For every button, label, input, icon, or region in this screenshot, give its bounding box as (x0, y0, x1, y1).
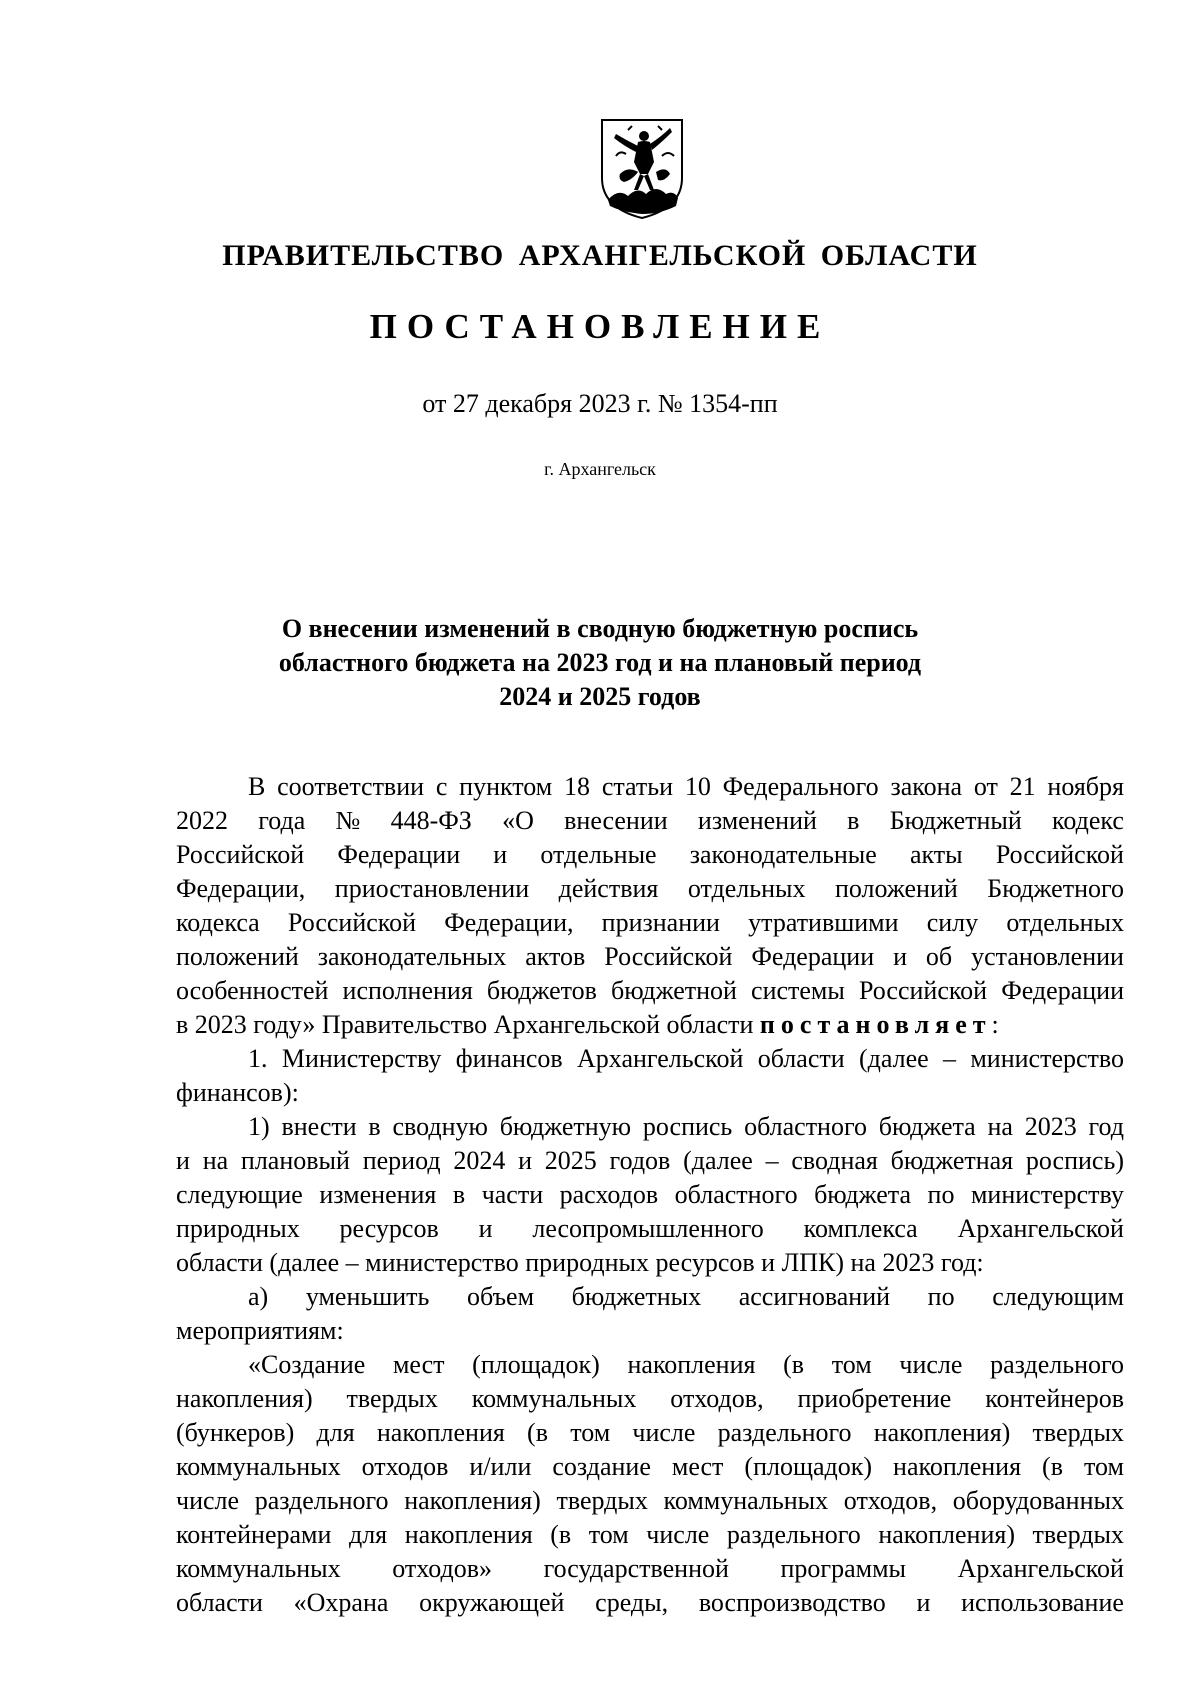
word: накопления) (873, 1418, 1011, 1447)
word: следующим (992, 1282, 1124, 1311)
word: № (335, 806, 361, 835)
word: числе (646, 1520, 710, 1549)
word: бюджетов (486, 976, 597, 1005)
word: акты (909, 840, 963, 869)
word: законодательных (317, 942, 507, 971)
body-line (176, 1450, 1124, 1484)
word: контейнерами (176, 1520, 332, 1549)
body-line (176, 1110, 1124, 1144)
word: закона (890, 772, 963, 801)
word: твердых (556, 1486, 648, 1515)
word: том (831, 1350, 872, 1379)
word: и (493, 840, 508, 869)
word: отдельные (540, 840, 657, 869)
word: исполнения (342, 976, 473, 1005)
body-line (176, 1212, 1124, 1246)
organization-name: ПРАВИТЕЛЬСТВО АРХАНГЕЛЬСКОЙ ОБЛАСТИ (222, 239, 978, 272)
word: твердых (1032, 1418, 1124, 1447)
word: ноября (1047, 772, 1124, 801)
word: в (847, 806, 860, 835)
word: отходов, (670, 1384, 764, 1413)
word: изменений (697, 806, 817, 835)
word: бюджетную (499, 1112, 632, 1141)
word: внесении (564, 806, 668, 835)
word: «О (502, 806, 534, 835)
word: накопления (376, 1418, 505, 1447)
body-line (176, 770, 1124, 804)
word: по (927, 1180, 955, 1209)
word: раздельного (254, 1486, 389, 1515)
word: 448-ФЗ (390, 806, 472, 835)
word: Федерации, (176, 874, 306, 903)
word: признании (601, 908, 720, 937)
word: положений (176, 942, 299, 971)
word: 18 (564, 772, 591, 801)
word: числе (176, 1486, 240, 1515)
word: 10 (684, 772, 711, 801)
word: внести (281, 1112, 357, 1141)
body-line (176, 1518, 1124, 1552)
word: (в (1042, 1452, 1063, 1481)
word: 2023 (1024, 1112, 1077, 1141)
word: том (1083, 1452, 1124, 1481)
word: год (1088, 1112, 1124, 1141)
word: Архангельской (577, 1044, 744, 1073)
body-line (176, 1382, 1124, 1416)
word: и (893, 942, 907, 971)
word: накопления (404, 1520, 533, 1549)
body-line (176, 1280, 1124, 1314)
word: Бюджетный (889, 806, 1022, 835)
body-line (176, 838, 1124, 872)
title-line: 2024 и 2025 годов (499, 682, 701, 711)
word: бюджетной (611, 976, 737, 1005)
word: министерству (970, 1180, 1124, 1209)
body-line: области (далее – министерство природных ресурсов и ЛПК) на 2023 год: (176, 1248, 984, 1277)
word: Архангельской (957, 1554, 1124, 1583)
document-city: г. Архангельск (544, 459, 656, 479)
word: окружающей (419, 1588, 565, 1617)
word: 21 (1009, 772, 1036, 801)
word: – (765, 1146, 779, 1175)
word: (бункеров) (176, 1418, 295, 1447)
word: системы (751, 976, 845, 1005)
word: бюджетных (571, 1282, 702, 1311)
word: сводная (791, 1146, 878, 1175)
body-line (176, 1144, 1124, 1178)
word: изменения (319, 1180, 437, 1209)
word: Федерального (722, 772, 879, 801)
word: об (925, 942, 953, 971)
word: (далее (683, 1146, 753, 1175)
document-type: ПОСТАНОВЛЕНИЕ (369, 307, 831, 346)
word: в (368, 1112, 381, 1141)
word: В (248, 772, 266, 801)
word: 1) (248, 1112, 270, 1141)
word: для (316, 1418, 355, 1447)
word: а) (248, 1282, 269, 1311)
word: отходов» (392, 1554, 493, 1583)
word: отходов (361, 1452, 449, 1481)
word: финансов (455, 1044, 563, 1073)
decree-prefix: в 2023 году» Правительство Архангельской области (176, 1010, 754, 1039)
word: ассигнований (738, 1282, 891, 1311)
body-line: финансов): (176, 1078, 299, 1107)
word: раздельного (717, 1418, 852, 1447)
word: – (943, 1044, 957, 1073)
word: контейнеров (985, 1384, 1124, 1413)
word: годов (609, 1146, 671, 1175)
word: на (202, 1146, 229, 1175)
word: Российской (604, 942, 733, 971)
word: пунктом (459, 772, 553, 801)
word: с (435, 772, 448, 801)
body-line: мероприятиям: (176, 1316, 344, 1345)
word: «Создание (248, 1350, 366, 1379)
word: (в (783, 1350, 805, 1379)
word: Федерации (337, 840, 461, 869)
word: раздельного (990, 1350, 1124, 1379)
word: кодекса (176, 908, 260, 937)
word: среды, (595, 1588, 669, 1617)
word: числе (899, 1350, 963, 1379)
word: мест (671, 1452, 724, 1481)
word: ресурсов (339, 1214, 439, 1243)
word: роспись) (1025, 1146, 1124, 1175)
word: приобретение (797, 1384, 952, 1413)
word: накопления) (878, 1520, 1015, 1549)
word: сводную (392, 1112, 488, 1141)
word: для (348, 1520, 388, 1549)
word: природных (176, 1214, 300, 1243)
word: том (588, 1520, 629, 1549)
word: по (927, 1282, 955, 1311)
word: и (916, 1588, 931, 1617)
arkhangelsk-coat-of-arms-icon (598, 116, 686, 222)
word: законодательные (689, 840, 877, 869)
word: (в (527, 1418, 548, 1447)
word: расходов (559, 1180, 659, 1209)
word: воспроизводство (698, 1588, 886, 1617)
word: области (757, 1044, 845, 1073)
word: твердых (346, 1384, 438, 1413)
word: Российской (176, 840, 305, 869)
body-line (176, 1008, 1124, 1042)
word: следующие (176, 1180, 303, 1209)
word: «Охрана (293, 1588, 389, 1617)
word: (площадок) (472, 1350, 600, 1379)
body-line (176, 1484, 1124, 1518)
word: раздельного (726, 1520, 861, 1549)
word: бюджета (814, 1180, 912, 1209)
body-line (176, 1042, 1124, 1076)
word: период (362, 1146, 441, 1175)
word: Архангельской (957, 1214, 1124, 1243)
body-line (176, 872, 1124, 906)
word: 2025 (544, 1146, 597, 1175)
body-line (176, 1586, 1124, 1620)
word: бюджетная (890, 1146, 1014, 1175)
word: в (452, 1180, 466, 1209)
word: коммунальных (471, 1384, 637, 1413)
word: оборудованных (952, 1486, 1124, 1515)
word: отдельных (1006, 908, 1124, 937)
body-line (176, 1416, 1124, 1450)
word: Федерации, (444, 908, 574, 937)
word: утратившими (748, 908, 899, 937)
word: накопления) (404, 1486, 541, 1515)
word: силу (926, 908, 979, 937)
word: программы (780, 1554, 907, 1583)
word: (площадок) (744, 1452, 873, 1481)
word: и (176, 1146, 190, 1175)
word: накопления (627, 1350, 756, 1379)
word: положений (834, 874, 958, 903)
word: объем (467, 1282, 535, 1311)
word: соответствии (277, 772, 425, 801)
title-line: О внесении изменений в сводную бюджетную роспись (281, 614, 919, 643)
word: установлении (971, 942, 1124, 971)
word: Российской (858, 976, 988, 1005)
word: на (987, 1112, 1013, 1141)
title-line: областного бюджета на 2023 год и на плановый период (278, 648, 922, 677)
body-line (176, 940, 1124, 974)
word: лесопромышленного (532, 1214, 764, 1243)
word: и (478, 1214, 493, 1243)
word: действия (558, 874, 659, 903)
word: и/или (469, 1452, 532, 1481)
body-line (176, 1178, 1124, 1212)
decree-word: постановляет (759, 1010, 992, 1039)
word: Федерации (1001, 976, 1124, 1005)
word: отходов, (843, 1486, 938, 1515)
word: особенностей (176, 976, 329, 1005)
word: областного (744, 1112, 867, 1141)
word: Бюджетного (987, 874, 1124, 903)
word: накопления) (176, 1384, 313, 1413)
word: министерство (970, 1044, 1124, 1073)
word: твердых (1032, 1520, 1124, 1549)
body-line (176, 1552, 1124, 1586)
word: 2024 (453, 1146, 506, 1175)
word: плановый (240, 1146, 350, 1175)
word: роспись (642, 1112, 733, 1141)
word: от (973, 772, 998, 801)
document-date-number: от 27 декабря 2023 г. № 1354-пп (422, 389, 778, 418)
word: и (518, 1146, 533, 1175)
word: отдельных (687, 874, 806, 903)
word: создание (552, 1452, 651, 1481)
word: уменьшить (305, 1282, 430, 1311)
word: (далее (858, 1044, 929, 1073)
word: (в (550, 1520, 572, 1549)
word: использование (961, 1588, 1124, 1617)
word: части (481, 1180, 544, 1209)
word: коммунальных (176, 1554, 341, 1583)
word: Федерации (751, 942, 875, 971)
word: кодекс (1052, 806, 1124, 835)
word: актов (525, 942, 586, 971)
word: Российской (995, 840, 1124, 869)
word: комплекса (803, 1214, 918, 1243)
body-line (176, 804, 1124, 838)
word: накопления (893, 1452, 1022, 1481)
word: числе (632, 1418, 696, 1447)
word: области (176, 1588, 263, 1617)
document-title (190, 612, 1010, 714)
word: 1. (248, 1044, 268, 1073)
word: областного (674, 1180, 798, 1209)
word: коммунальных (663, 1486, 829, 1515)
word: 2022 (176, 806, 228, 835)
word: мест (392, 1350, 445, 1379)
body-line (176, 974, 1124, 1008)
word: коммунальных (176, 1452, 341, 1481)
word: бюджета (878, 1112, 976, 1141)
word: Министерству (281, 1044, 442, 1073)
word: Российской (287, 908, 417, 937)
word: года (258, 806, 306, 835)
word: том (570, 1418, 611, 1447)
word: приостановлении (334, 874, 530, 903)
word: статьи (601, 772, 674, 801)
decree-suffix: : (991, 1010, 999, 1039)
body-line (176, 906, 1124, 940)
document-body (176, 770, 1124, 1620)
body-line (176, 1348, 1124, 1382)
word: государственной (543, 1554, 729, 1583)
